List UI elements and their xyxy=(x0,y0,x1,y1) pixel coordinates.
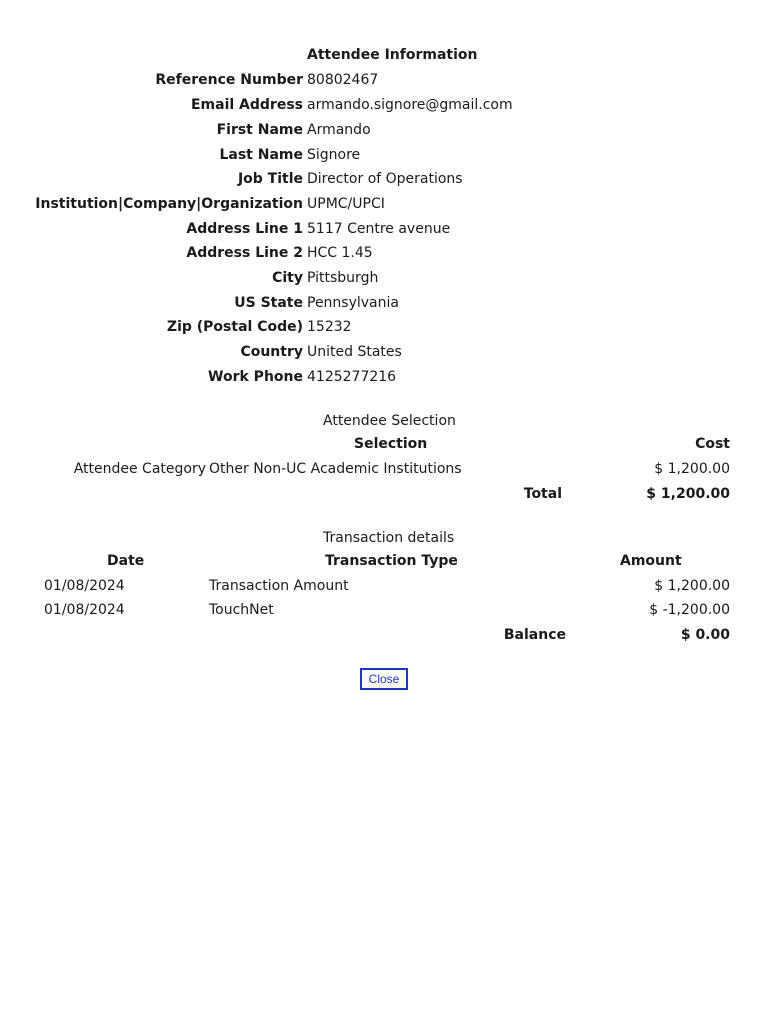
email-address-label: Email Address xyxy=(190,97,303,113)
selection-total-label: Total xyxy=(523,486,562,502)
date-column-header: Date xyxy=(107,553,145,569)
amount-column-header: Amount xyxy=(620,553,682,569)
city-label: City xyxy=(272,270,303,286)
transaction-row-1-amount: $ 1,200.00 xyxy=(654,578,730,594)
transaction-row-2-amount: $ -1,200.00 xyxy=(649,602,730,618)
transaction-row-1-type: Transaction Amount xyxy=(209,578,349,594)
address-line-2-value: HCC 1.45 xyxy=(307,245,373,261)
country-value: United States xyxy=(307,344,402,360)
organization-label: Institution|Company|Organization xyxy=(35,196,303,212)
transaction-row-1-date: 01/08/2024 xyxy=(44,578,125,594)
first-name-label: First Name xyxy=(216,122,303,138)
work-phone-label: Work Phone xyxy=(208,369,303,385)
zip-code-label: Zip (Postal Code) xyxy=(166,319,303,335)
us-state-label: US State xyxy=(234,295,303,311)
job-title-label: Job Title xyxy=(237,171,303,187)
address-line-1-label: Address Line 1 xyxy=(186,221,303,237)
work-phone-value: 4125277216 xyxy=(307,369,397,385)
selection-column-header: Selection xyxy=(354,436,428,452)
cost-column-header: Cost xyxy=(695,436,730,452)
us-state-value: Pennsylvania xyxy=(307,295,399,311)
email-address-value: armando.signore@gmail.com xyxy=(307,97,513,113)
selection-total-value: $ 1,200.00 xyxy=(646,486,730,502)
address-line-2-label: Address Line 2 xyxy=(186,245,303,261)
attendee-category-value: Other Non-UC Academic Institutions xyxy=(209,461,462,477)
attendee-category-label: Attendee Category xyxy=(73,461,206,477)
close-button[interactable]: Close xyxy=(360,668,408,690)
country-label: Country xyxy=(240,344,303,360)
attendee-selection-caption: Attendee Selection xyxy=(323,413,456,429)
reference-number-value: 80802467 xyxy=(307,72,379,88)
balance-value: $ 0.00 xyxy=(680,627,730,643)
transaction-row-2-type: TouchNet xyxy=(209,602,274,618)
transaction-details-caption: Transaction details xyxy=(323,530,455,546)
transaction-type-column-header: Transaction Type xyxy=(325,553,458,569)
balance-label: Balance xyxy=(503,627,566,643)
first-name-value: Armando xyxy=(307,122,371,138)
attendee-info-heading: Attendee Information xyxy=(307,47,478,63)
zip-code-value: 15232 xyxy=(307,319,352,335)
reference-number-label: Reference Number xyxy=(155,72,303,88)
job-title-value: Director of Operations xyxy=(307,171,463,187)
transaction-row-2-date: 01/08/2024 xyxy=(44,602,125,618)
organization-value: UPMC/UPCI xyxy=(307,196,385,212)
city-value: Pittsburgh xyxy=(307,270,379,286)
address-line-1-value: 5117 Centre avenue xyxy=(307,221,451,237)
attendee-category-cost: $ 1,200.00 xyxy=(654,461,730,477)
last-name-value: Signore xyxy=(307,147,361,163)
last-name-label: Last Name xyxy=(219,147,303,163)
